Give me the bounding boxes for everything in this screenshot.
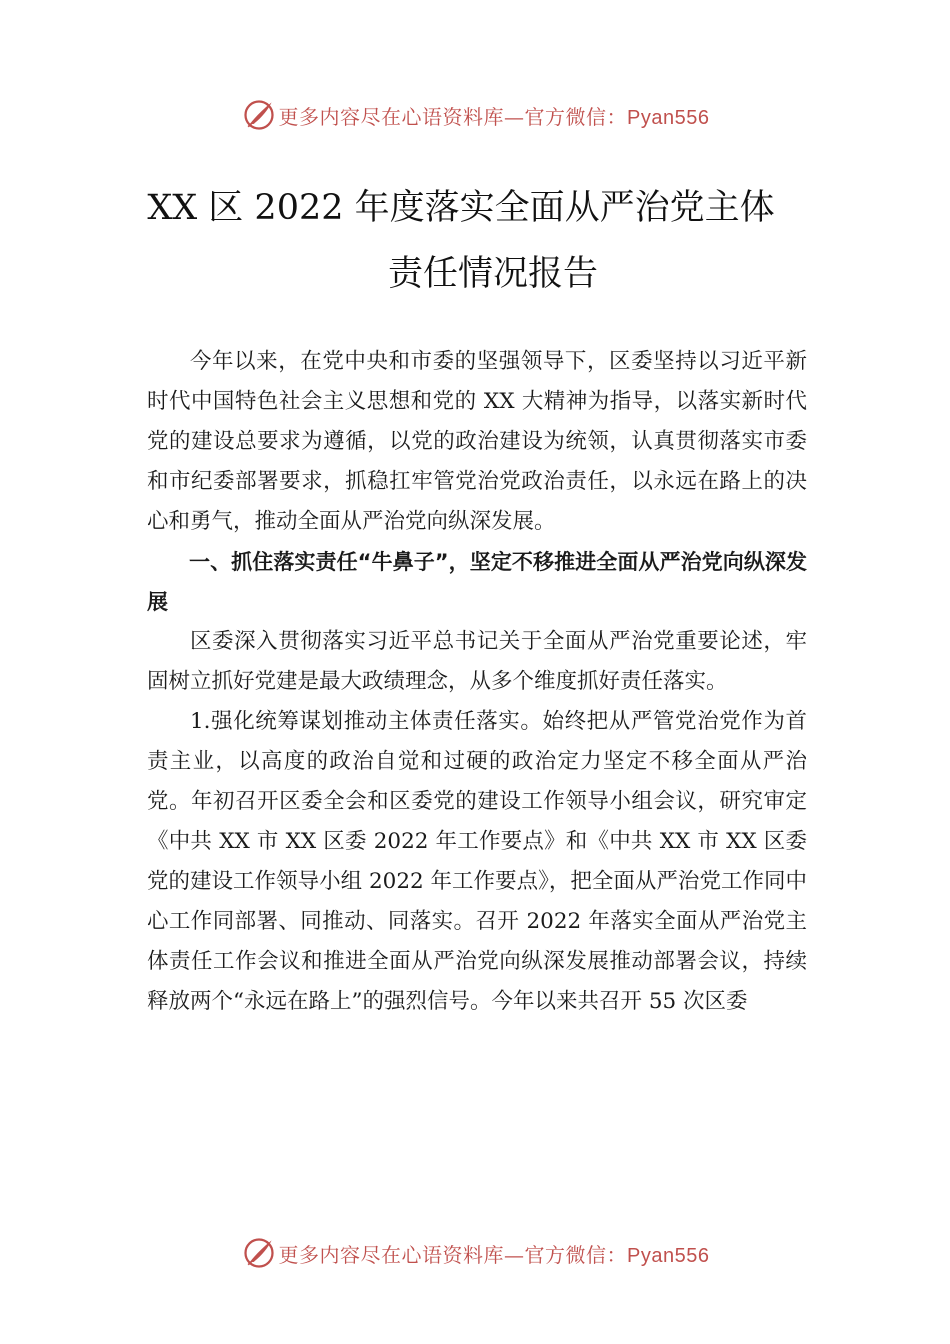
- banner-text: 更多内容尽在心语资料库—官方微信：Pyan556: [278, 1242, 710, 1267]
- section-1-paragraph: 区委深入贯彻落实习近平总书记关于全面从严治党重要论述，牢固树立抓好党建是最大政绩理念，从多个维度抓好责任落实。: [147, 629, 807, 694]
- item-1-paragraph: 1.强化统筹谋划推动主体责任落实。始终把从严管党治党作为首责主业，以高度的政治自觉和过硬的政治定力坚定不移全面从严治党。年初召开区委全会和区委党的建设工作领导小组会议，研究审定《中共 XX 市 XX 区委 2022 年工作要点》和《中共 XX 市 XX 区委党的建设工作领导小组 2022 年工作要点》，把全面从严治党工作同中心工作同部署、同推动、同落实。召开 2022 年落实全面从严治党主体责任工作会议和推进全面从严治党向纵深发展推动部署会议，持续释放两个“永远在路上”的强烈信号。今年以来共召开 55 次区委: [147, 709, 807, 1014]
- section-1-heading: 一、抓住落实责任“牛鼻子”，坚定不移推进全面从严治党向纵深发展: [147, 550, 807, 614]
- intro-paragraph: 今年以来，在党中央和市委的坚强领导下，区委坚持以习近平新时代中国特色社会主义思想和党的 XX 大精神为指导，以落实新时代党的建设总要求为遵循，以党的政治建设为统领，认真贯彻落实市委和市纪委部署要求，抓稳扛牢管党治党政治责任，以永远在路上的决心和勇气，推动全面从严治党向纵深发展。: [147, 349, 807, 534]
- header-banner: [0, 95, 950, 135]
- banner-text: 更多内容尽在心语资料库—官方微信：Pyan556: [278, 104, 710, 129]
- wechat-id: Pyan556: [627, 106, 710, 129]
- footer-banner: [0, 1233, 950, 1273]
- document-body: [147, 342, 807, 1022]
- feather-pen-logo-icon: [241, 1235, 277, 1271]
- wechat-id: Pyan556: [627, 1244, 710, 1267]
- document-title-line-1: XX 区 2022 年度落实全面从严治党主体: [147, 188, 775, 228]
- document-title-line-2: 责任情况报告: [387, 254, 598, 294]
- feather-pen-logo-icon: [241, 97, 277, 133]
